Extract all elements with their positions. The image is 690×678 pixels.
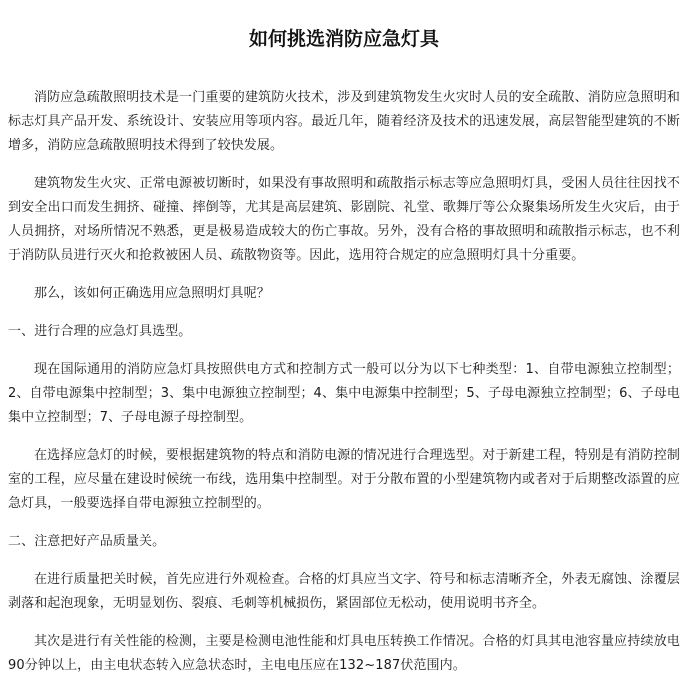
article-paragraph: 消防应急疏散照明技术是一门重要的建筑防火技术，涉及到建筑物发生火灾时人员的安全疏散、消防应急照明和标志灯具产品开发、系统设计、安装应用等项内容。最近几年，随着经济及技术的迅速发展，高层智能型建筑的不断增多，消防应急疏散照明技术得到了较快发展。	[8, 90, 680, 153]
section-heading: 一、进行合理的应急灯具选型。	[8, 324, 192, 339]
article-paragraph: 那么，该如何正确选用应急照明灯具呢？	[34, 286, 270, 301]
article-paragraph: 建筑物发生火灾、正常电源被切断时，如果没有事故照明和疏散指示标志等应急照明灯具，受困人员往往因找不到安全出口而发生拥挤、碰撞、摔倒等，尤其是高层建筑、影剧院、礼堂、歌舞厅等公众聚集场所发生火灾后，由于人员拥挤，对场所情况不熟悉，更是极易造成较大的伤亡事故。另外，没有合格的事故照明和疏散指示标志，也不利于消防队员进行灭火和抢救被困人员、疏散物资等。因此，选用符合规定的应急照明灯具十分重要。	[8, 176, 680, 263]
section-heading: 二、注意把好产品质量关。	[8, 534, 166, 549]
article-paragraph: 现在国际通用的消防应急灯具按照供电方式和控制方式一般可以分为以下七种类型：1、自带电源独立控制型；2、自带电源集中控制型；3、集中电源独立控制型；4、集中电源集中控制型；5、子母电源独立控制型；6、子母电集中立控制型；7、子母电源子母控制型。	[8, 362, 680, 425]
article-title: 如何挑选消防应急灯具	[248, 28, 439, 50]
article-paragraph: 其次是进行有关性能的检测，主要是检测电池性能和灯具电压转换工作情况。合格的灯具其电池容量应持续放电90分钟以上，由主电状态转入应急状态时，主电电压应在132~187伏范围内。	[8, 634, 680, 673]
article-body	[8, 86, 680, 678]
article-paragraph: 在进行质量把关时候，首先应进行外观检查。合格的灯具应当文字、符号和标志清晰齐全，外表无腐蚀、涂覆层剥落和起泡现象，无明显划伤、裂痕、毛刺等机械损伤，紧固部位无松动，使用说明书齐全。	[8, 572, 680, 611]
article-paragraph: 在选择应急灯的时候，要根据建筑物的特点和消防电源的情况进行合理选型。对于新建工程，特别是有消防控制室的工程，应尽量在建设时候统一布线，选用集中控制型。对于分散布置的小型建筑物内或者对于后期整改添置的应急灯具，一般要选择自带电源独立控制型的。	[8, 448, 680, 511]
